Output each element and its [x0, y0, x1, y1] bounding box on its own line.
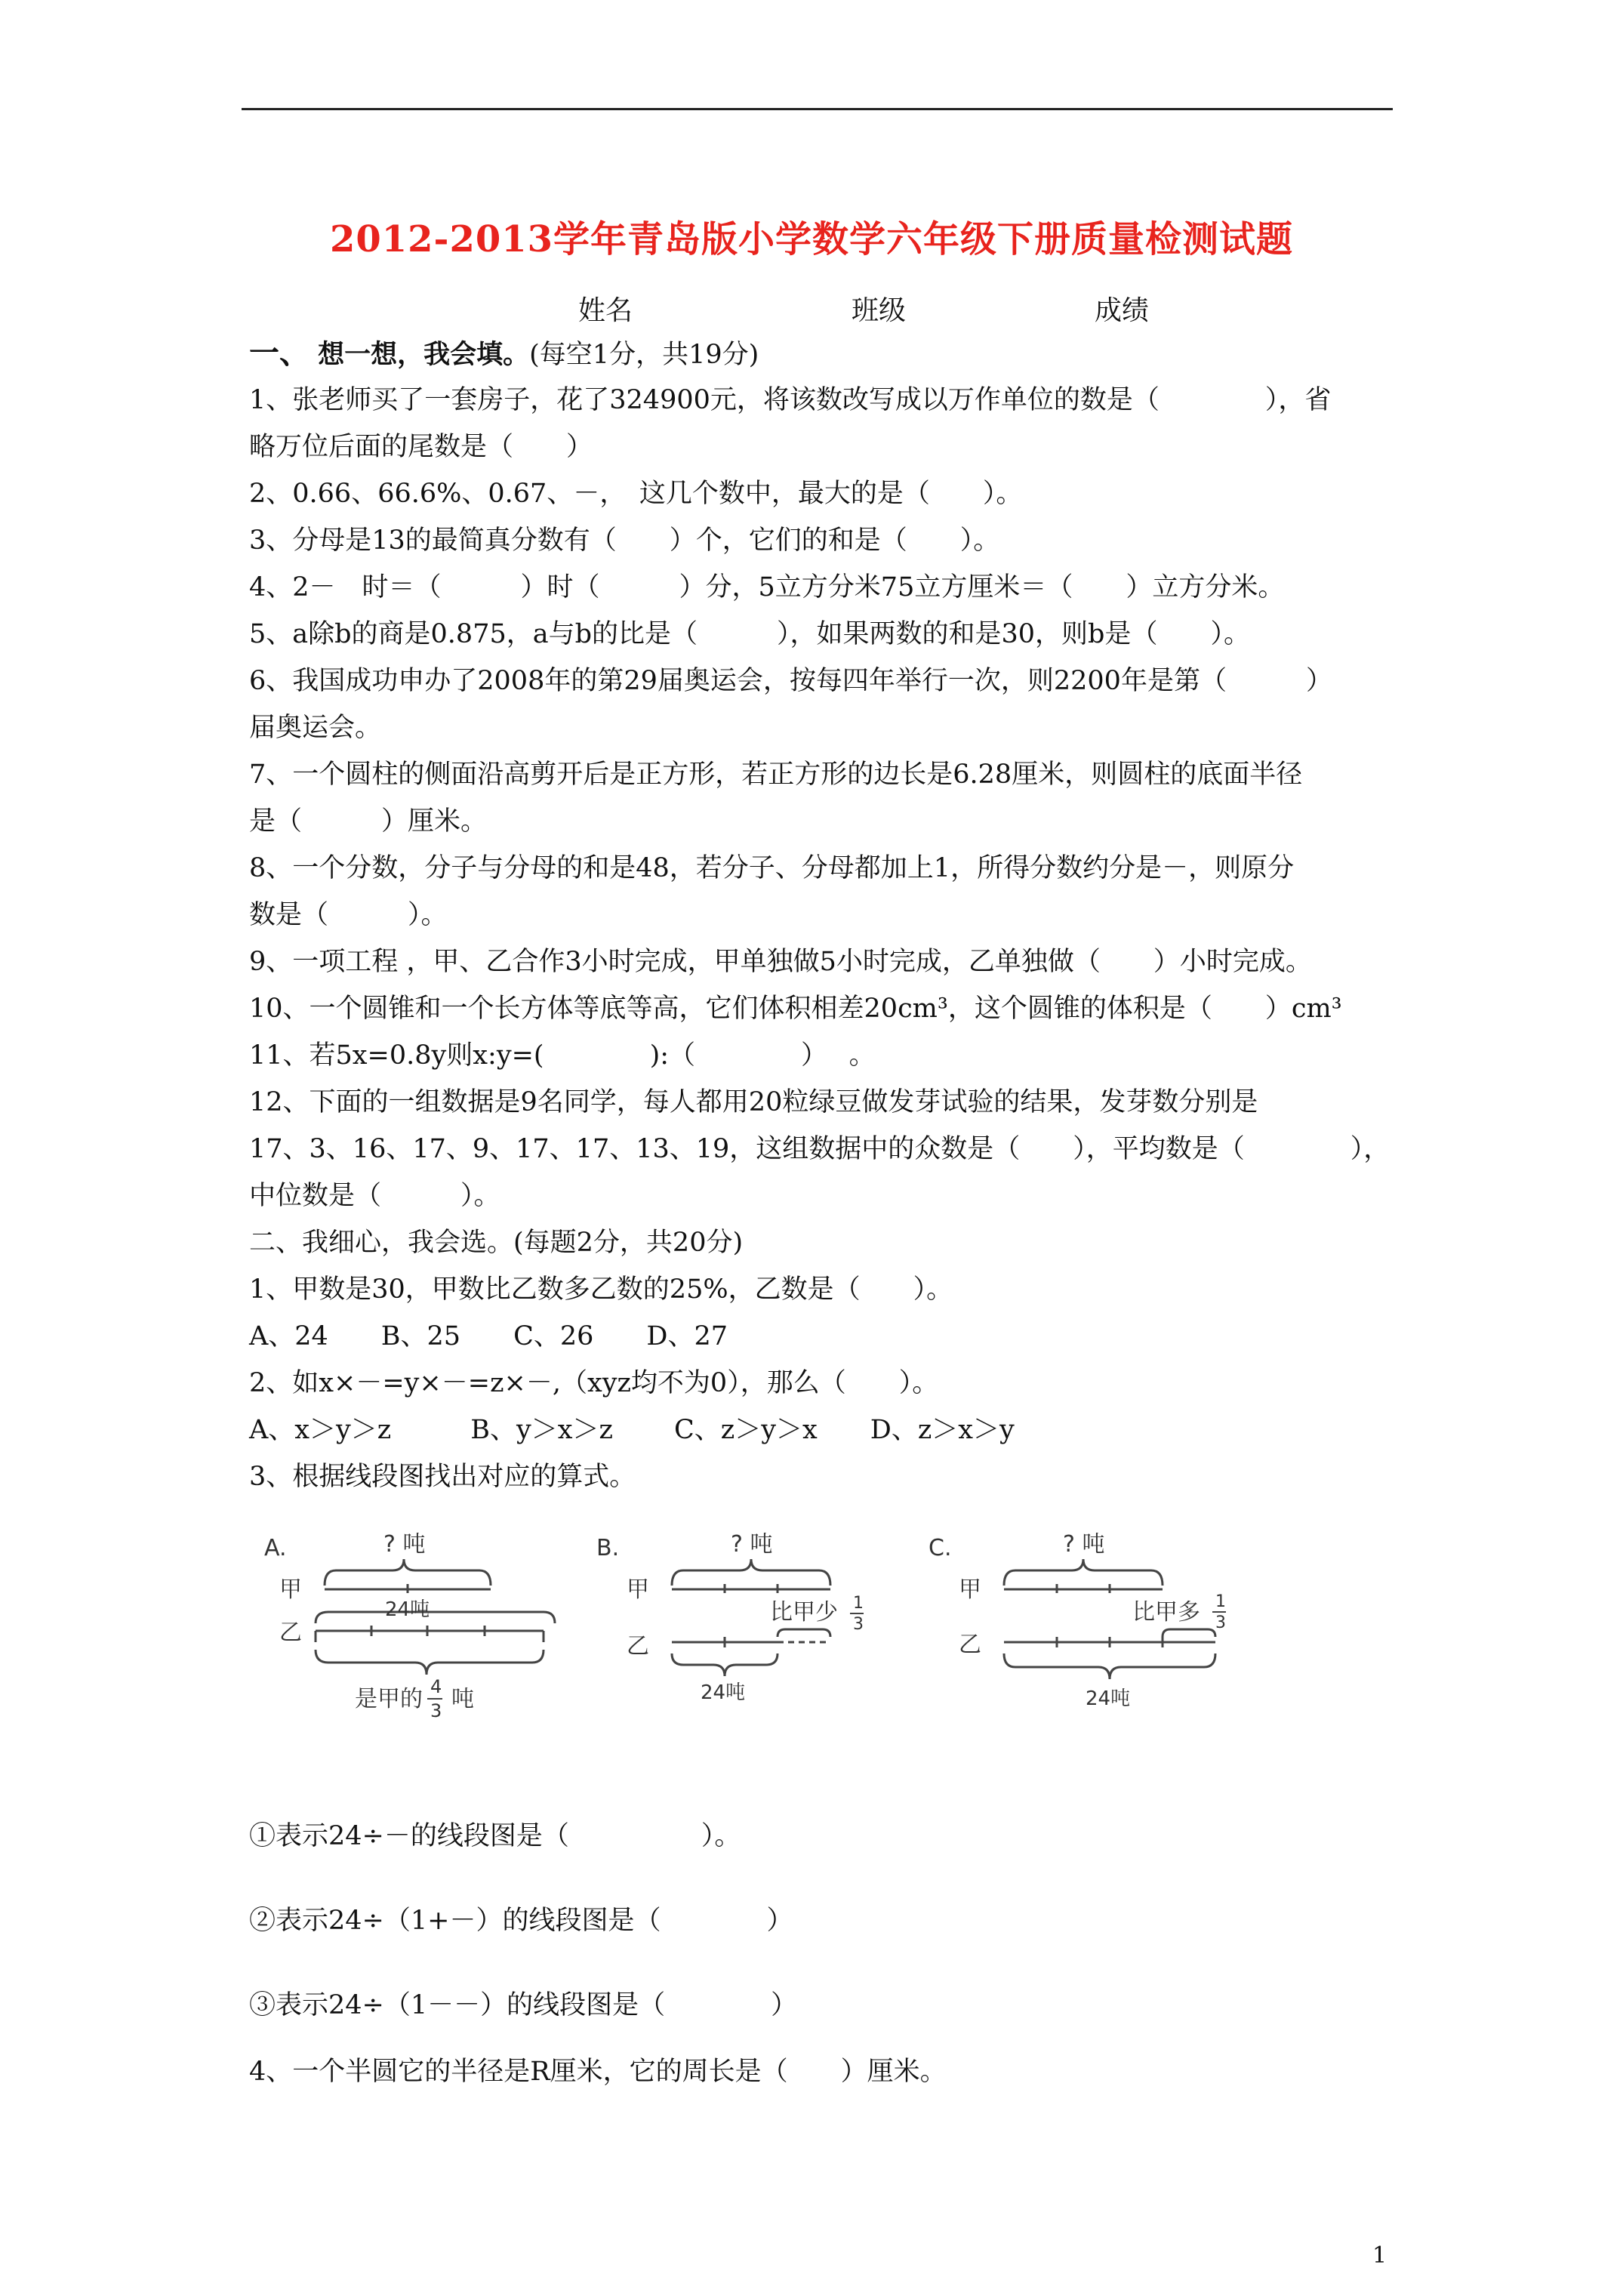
brace-c-bottom [1004, 1653, 1215, 1679]
diagram-b-yi: 乙 [627, 1633, 649, 1660]
question-line: 12、下面的一组数据是9名同学，每人都用20粒绿豆做发芽试验的结果，发芽数分别是 [249, 1087, 1258, 1117]
diagram-b-top: ? 吨 [731, 1531, 773, 1558]
diagram-c-note: 比甲多 [1132, 1599, 1200, 1626]
section-1-note: (每空1分，共19分) [529, 340, 759, 370]
page-number: 1 [1372, 2242, 1387, 2269]
question-line: 17、3、16、17、9、17、17、13、19，这组数据中的众数是（ ），平均数是（ ）， [249, 1134, 1390, 1164]
diagram-a-frac-num: 4 [430, 1676, 442, 1697]
question-line: 1、张老师买了一套房子，花了324900元，将该数改写成以万作单位的数是（ ），省 [249, 385, 1332, 415]
score-label: 成绩 [1095, 295, 1150, 326]
section-1-title: 想一想，我会填。 [318, 339, 530, 370]
question-line: 7、一个圆柱的侧面沿高剪开后是正方形，若正方形的边长是6.28厘米，则圆柱的底面半径 [249, 760, 1303, 790]
page-title: 2012-2013学年青岛版小学数学六年级下册质量检测试题 [329, 218, 1294, 260]
diagram-a-yi: 乙 [279, 1620, 302, 1646]
diagram-b-frac-num: 1 [853, 1594, 864, 1613]
question-line: 1、甲数是30，甲数比乙数多乙数的25%，乙数是（ ）。 [249, 1274, 953, 1305]
question-line: ②表示24÷（1+－）的线段图是（ ） [249, 1906, 793, 1936]
options-line: A、x＞y＞z B、y＞x＞z C、z＞y＞x D、z＞x＞y [249, 1415, 1015, 1445]
brace-a-mid [316, 1612, 555, 1623]
diagram-a-bottom: 是甲的 [355, 1686, 423, 1712]
diagram-b-frac-den: 3 [853, 1615, 864, 1634]
diagram-c-frac-den: 3 [1215, 1613, 1226, 1632]
question-line: 4、2－ 时＝（ ）时（ ）分，5立方分米75立方厘米＝（ ）立方分米。 [249, 572, 1285, 603]
line-segment-diagrams [249, 1518, 1230, 1767]
diagram-c-top: ? 吨 [1063, 1531, 1105, 1558]
section-1-number: 一、 [249, 335, 310, 371]
diagram-b-bottom: 24吨 [701, 1681, 746, 1704]
diagram-a-jia: 甲 [279, 1576, 302, 1603]
brace-c-top [1004, 1559, 1163, 1586]
brace-a-bottom [316, 1650, 544, 1675]
question-line: 数是（ ）。 [249, 900, 448, 930]
diagram-c-frac-num: 1 [1215, 1592, 1226, 1611]
diagram-b-label: B. [596, 1535, 620, 1561]
class-label: 班级 [852, 295, 907, 326]
diagram-a-top: ? 吨 [383, 1531, 426, 1558]
diagram-b-jia: 甲 [627, 1576, 649, 1603]
question-line: 10、一个圆锥和一个长方体等底等高，它们体积相差20cm³，这个圆锥的体积是（ ）cm³ [249, 994, 1342, 1024]
question-line: 5、a除b的商是0.875，a与b的比是（ ），如果两数的和是30，则b是（ ）。 [249, 619, 1250, 649]
section-2-heading: 二、我细心，我会选。(每题2分，共20分) [249, 1228, 744, 1258]
brace-b-bottom [672, 1653, 778, 1676]
diagram-c-yi: 乙 [959, 1632, 981, 1658]
question-line: 届奥运会。 [249, 713, 382, 743]
question-line: 3、根据线段图找出对应的算式。 [249, 1462, 636, 1492]
diagram-svg [249, 1518, 1230, 1767]
name-label: 姓名 [578, 295, 633, 326]
question-line: 9、一项工程 ，甲、乙合作3小时完成，甲单独做5小时完成，乙单独做（ ）小时完成。 [249, 947, 1312, 977]
question-line: 8、一个分数，分子与分母的和是48，若分子、分母都加上1，所得分数约分是－，则原分 [249, 853, 1295, 883]
question-line: 中位数是（ ）。 [249, 1181, 500, 1211]
diagram-a-mid: 24吨 [385, 1598, 430, 1621]
diagram-a-label: A. [264, 1535, 287, 1561]
diagram-c-bottom: 24吨 [1086, 1687, 1131, 1710]
section-1-heading [249, 337, 759, 371]
diagram-c-jia: 甲 [959, 1576, 981, 1603]
diagram-c-label: C. [929, 1535, 952, 1561]
question-line: ①表示24÷－的线段图是（ ）。 [249, 1821, 741, 1851]
brace-a-top [325, 1559, 491, 1586]
brace-b-note [778, 1629, 830, 1637]
question-line: 是（ ）厘米。 [249, 806, 488, 837]
question-line: 6、我国成功申办了2008年的第29届奥运会，按每四年举行一次，则2200年是第（ ） [249, 666, 1332, 696]
question-line: 略万位后面的尾数是（ ） [249, 432, 593, 462]
question-line: 4、一个半圆它的半径是R厘米，它的周长是（ ）厘米。 [249, 2057, 947, 2087]
question-line: 3、分母是13的最简真分数有（ ）个，它们的和是（ ）。 [249, 525, 1000, 556]
diagram-a-frac-den: 3 [430, 1700, 442, 1721]
diagram-b-note: 比甲少 [770, 1599, 838, 1626]
question-line: 2、0.66、66.6%、0.67、－， 这几个数中，最大的是（ ）。 [249, 479, 1023, 509]
brace-c-note [1163, 1629, 1215, 1637]
question-line: 11、若5x=0.8y则x:y=( ):（ ） 。 [249, 1040, 876, 1071]
question-line: ③表示24÷（1－－）的线段图是（ ） [249, 1990, 798, 2020]
question-line: 2、如x×－=y×－=z×－,（xyz均不为0），那么（ ）。 [249, 1368, 939, 1398]
top-rule [242, 108, 1393, 110]
diagram-a-unit: 吨 [451, 1686, 474, 1712]
options-line: A、24 B、25 C、26 D、27 [249, 1321, 728, 1351]
brace-b-top [672, 1559, 830, 1586]
